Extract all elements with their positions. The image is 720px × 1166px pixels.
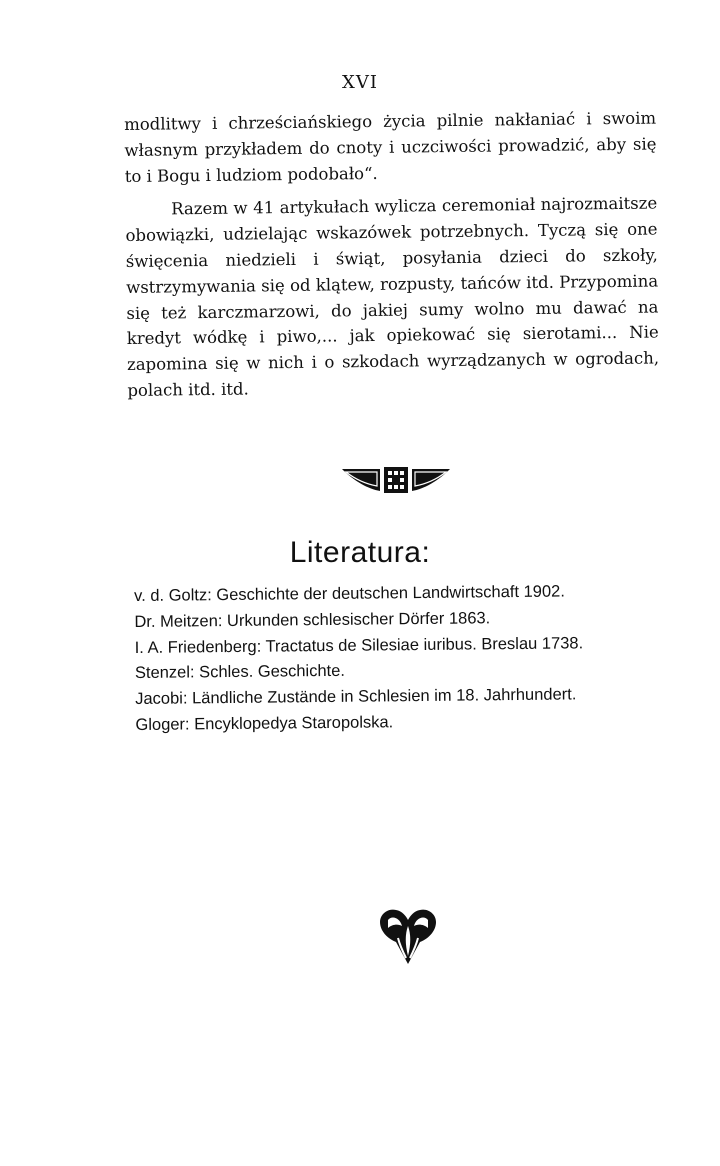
bibliography-entry: Stenzel: Schles. Geschichte. [134, 662, 346, 683]
bibliography-entry: v. d. Goltz: Geschichte der deutschen Landwirtschaft 1902. [134, 582, 565, 605]
bibliography-entry: Dr. Meitzen: Urkunden schlesischer Dörfer 1863. [134, 609, 491, 631]
end-ornament [376, 906, 440, 966]
bibliography [134, 578, 666, 738]
section-title: Literatura: [289, 536, 431, 569]
paragraph: Razem w 41 artykułach wylicza ceremoniał najrozmaitsze obowiązki, udzielając wskazówek potrzebnych. Tyczą się one święcenia niedzieli i świąt, posyłania dzieci do szkoły, wstrzymywania się od klątew, rozpusty, tańców itd. Przypomina się też karczmarzowi, do jakiej sumy wolno mu dawać na kredyt wódkę i piwo,... jak opiekować się sierotami... Nie zapomina się w nich i o szkodach wyrządzanych w ogrodach, polach itd. itd. [125, 193, 660, 400]
bibliography-entry: Gloger: Encyklopedya Staropolska. [135, 713, 394, 734]
page-number: XVI [342, 72, 378, 93]
paragraph: modlitwy i chrześciańskiego życia pilnie nakłaniać i swoim własnym przykładem do cnoty i uczciwości prowadzić, aby się to i Bogu i ludziom podobało“. [124, 108, 657, 186]
bibliography-entry: Jacobi: Ländliche Zustände in Schlesien im 18. Jahrhundert. [135, 685, 577, 709]
body-text [124, 106, 660, 404]
bibliography-entry: I. A. Friedenberg: Tractatus de Silesiae iuribus. Breslau 1738. [134, 633, 584, 657]
divider-ornament [340, 463, 452, 495]
